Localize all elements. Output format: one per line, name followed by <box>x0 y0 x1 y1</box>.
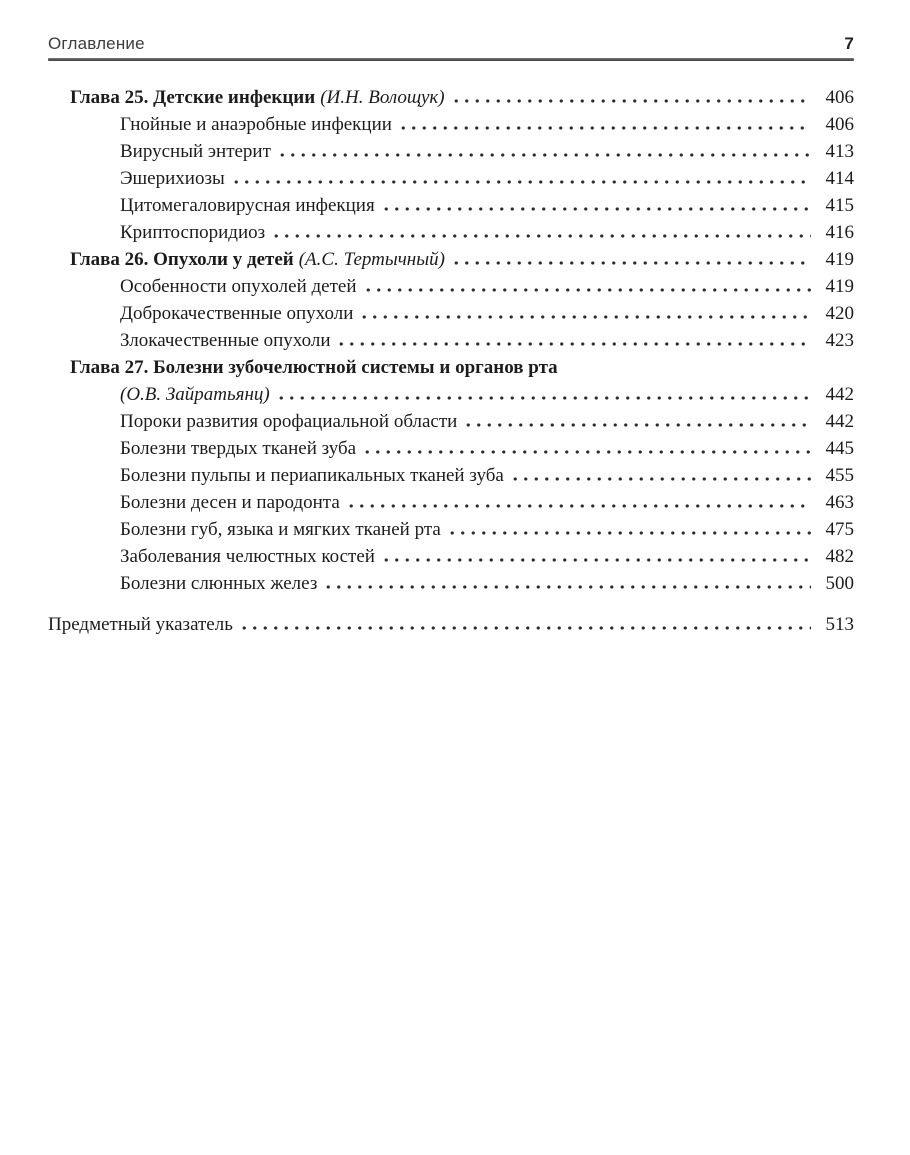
toc-entry-text: Эшерихиозы <box>120 168 225 189</box>
dot-leader <box>398 111 811 138</box>
toc-entry <box>48 611 854 638</box>
dot-leader <box>451 84 811 111</box>
toc-entry-page-number: 500 <box>825 573 854 594</box>
toc-entry-page-number: 475 <box>825 519 854 540</box>
toc-entry <box>48 543 854 570</box>
toc-entry-title <box>120 138 271 165</box>
toc-entry-title <box>120 516 441 543</box>
header-rule <box>48 58 854 61</box>
toc-entry-text: Криптоспоридиоз <box>120 222 266 243</box>
toc-entry <box>48 300 854 327</box>
toc-entry-text: Заболевания челюстных костей <box>120 546 375 567</box>
toc-entry-page-number: 415 <box>825 195 854 216</box>
toc-entry <box>48 408 854 435</box>
toc-author: (А.С. Тертычный) <box>298 249 445 270</box>
toc-author: (О.В. Зайратьянц) <box>120 384 270 405</box>
toc-entry <box>48 381 854 408</box>
running-head <box>48 34 854 54</box>
dot-leader <box>336 327 811 354</box>
toc-entry-title <box>120 300 353 327</box>
page-number: 7 <box>844 34 854 53</box>
toc-entry-page-number: 419 <box>825 249 854 270</box>
toc-entry-title <box>120 570 317 597</box>
toc-entry-page-number: 463 <box>825 492 854 513</box>
dot-leader <box>463 408 811 435</box>
toc-author: (И.Н. Волощук) <box>320 87 445 108</box>
toc-entry-text: Болезни десен и пародонта <box>120 492 340 513</box>
page-title: Оглавление <box>48 34 145 53</box>
toc-entry-title <box>120 462 504 489</box>
toc-entry <box>48 165 854 192</box>
toc-entry-title <box>48 611 233 638</box>
toc-entry-title <box>120 435 356 462</box>
toc-entry-text: Вирусный энтерит <box>120 141 271 162</box>
toc-entry <box>48 84 854 111</box>
toc-entry-title <box>120 219 265 246</box>
toc-entry <box>48 192 854 219</box>
dot-leader <box>323 570 811 597</box>
dot-leader <box>510 462 811 489</box>
toc-entry-text: Гнойные и анаэробные инфекции <box>120 114 392 135</box>
toc-entry-page-number: 414 <box>825 168 854 189</box>
toc-entry-page-number: 423 <box>825 330 854 351</box>
toc-entry <box>48 246 854 273</box>
dot-leader <box>277 138 811 165</box>
dot-leader <box>363 273 812 300</box>
toc-entry-page-number: 445 <box>825 438 854 459</box>
toc-entry-title <box>120 273 357 300</box>
toc-entry-page-number: 406 <box>825 114 854 135</box>
toc-entry-page-number: 513 <box>825 614 854 635</box>
dot-leader <box>447 516 811 543</box>
toc-entry <box>48 219 854 246</box>
toc-entry-page-number: 420 <box>825 303 854 324</box>
dot-leader <box>276 381 811 408</box>
toc-entry-text: Злокачественные опухоли <box>120 330 331 351</box>
toc-entry-page-number: 442 <box>825 411 854 432</box>
toc-entry-page-number: 413 <box>825 141 854 162</box>
toc-entry-title <box>120 543 375 570</box>
toc-chapter-heading: Глава 26. Опухоли у детей <box>70 249 294 270</box>
toc-entry-page-number: 406 <box>825 87 854 108</box>
toc-entry-page-number: 442 <box>825 384 854 405</box>
toc-entry <box>48 111 854 138</box>
toc-entry <box>48 462 854 489</box>
toc-entry <box>48 489 854 516</box>
toc-entry-title <box>120 111 392 138</box>
toc-entry-title <box>120 381 270 408</box>
dot-leader <box>271 219 811 246</box>
toc-entry-text: Болезни слюнных желез <box>120 573 318 594</box>
toc-entry-title <box>120 489 340 516</box>
dot-leader <box>346 489 811 516</box>
dot-leader <box>381 192 811 219</box>
toc-chapter-heading: Глава 25. Детские инфекции <box>70 87 316 108</box>
toc-entry-text: Пороки развития орофациальной области <box>120 411 458 432</box>
toc-entry <box>48 273 854 300</box>
toc-entry <box>48 570 854 597</box>
toc-chapter-heading: Глава 27. Болезни зубочелюстной системы и органов рта <box>70 357 558 378</box>
toc-entry-title <box>120 192 375 219</box>
toc-entry-title <box>120 408 457 435</box>
dot-leader <box>381 543 811 570</box>
toc-entry-page-number: 482 <box>825 546 854 567</box>
toc-entry-text: Цитомегаловирусная инфекция <box>120 195 375 216</box>
toc-entry <box>48 354 854 381</box>
toc-entry-text: Болезни пульпы и периапикальных тканей зуба <box>120 465 504 486</box>
toc-entry-title <box>70 354 558 381</box>
dot-leader <box>359 300 811 327</box>
toc-entry <box>48 516 854 543</box>
toc-entry-text: Предметный указатель <box>48 614 233 635</box>
toc-entry-title <box>70 84 445 111</box>
toc-entry <box>48 138 854 165</box>
toc-entry-page-number: 419 <box>825 276 854 297</box>
toc-entry-title <box>120 327 330 354</box>
dot-leader <box>231 165 811 192</box>
toc-entry-text: Особенности опухолей детей <box>120 276 357 297</box>
dot-leader <box>239 611 811 638</box>
toc-entry-text: Доброкачественные опухоли <box>120 303 354 324</box>
dot-leader <box>451 246 811 273</box>
toc-entry-page-number: 455 <box>825 465 854 486</box>
toc-entry <box>48 435 854 462</box>
toc-entry-title <box>120 165 225 192</box>
toc-entry-text: Болезни губ, языка и мягких тканей рта <box>120 519 441 540</box>
toc-entry-title <box>70 246 445 273</box>
dot-leader <box>362 435 811 462</box>
toc-entry-text: Болезни твердых тканей зуба <box>120 438 357 459</box>
toc-entry <box>48 327 854 354</box>
toc-list <box>48 84 854 638</box>
toc-entry-page-number: 416 <box>825 222 854 243</box>
